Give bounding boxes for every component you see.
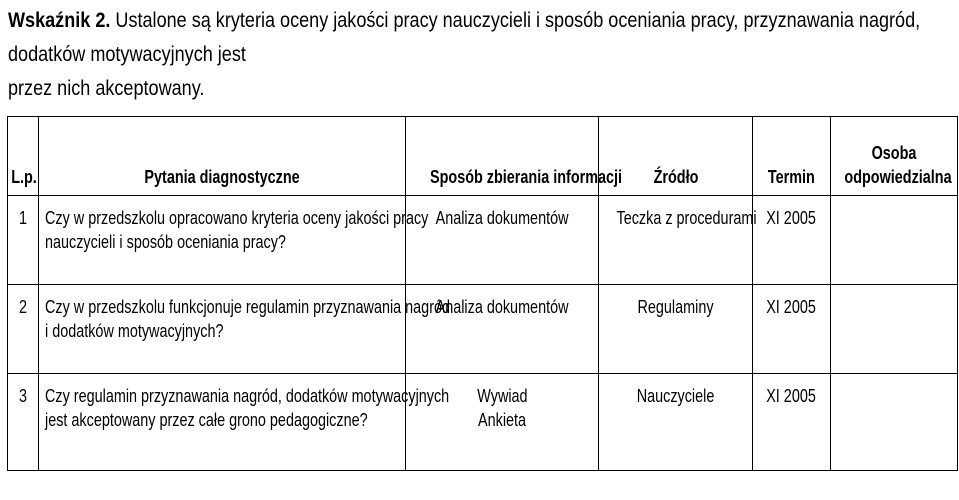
- row-method: Wywiad Ankieta: [406, 374, 599, 471]
- row-question: Czy w przedszkolu opracowano kryteria oceny jakości pracy nauczycieli i sposób oceniania pracy?: [39, 196, 406, 285]
- table-row: [8, 374, 958, 471]
- row-number: 1: [8, 196, 39, 285]
- row-person: [831, 285, 958, 374]
- indicator-line-1: [8, 4, 954, 72]
- table-row: [8, 285, 958, 374]
- row-number: 3: [8, 374, 39, 471]
- row-method: Analiza dokumentów: [406, 285, 599, 374]
- indicator-paragraph: [8, 4, 954, 106]
- row-method: Analiza dokumentów: [406, 196, 599, 285]
- row-term: XI 2005: [753, 196, 831, 285]
- indicator-text-1: Ustalone są kryteria oceny jakości pracy nauczycieli i sposób oceniania pracy, przyznawania nagród, dodatków motywacyjnych jest: [8, 9, 921, 66]
- row-person: [831, 374, 958, 471]
- indicator-label: Wskaźnik 2.: [8, 9, 111, 32]
- header-lp: L.p.: [8, 117, 39, 196]
- header-method: Sposób zbierania informacji: [406, 117, 599, 196]
- row-person: [831, 196, 958, 285]
- header-question: Pytania diagnostyczne: [39, 117, 406, 196]
- table-header-row: [8, 117, 958, 196]
- row-question: Czy regulamin przyznawania nagród, dodatków motywacyjnych jest akceptowany przez całe grono pedagogiczne?: [39, 374, 406, 471]
- row-number: 2: [8, 285, 39, 374]
- row-term: XI 2005: [753, 374, 831, 471]
- indicator-line-2: przez nich akceptowany.: [8, 77, 205, 100]
- row-source: Regulaminy: [599, 285, 753, 374]
- row-question: Czy w przedszkolu funkcjonuje regulamin przyznawania nagród i dodatków motywacyjnych?: [39, 285, 406, 374]
- diagnostic-table: [7, 116, 958, 471]
- header-person: Osoba odpowiedzialna: [831, 117, 958, 196]
- row-term: XI 2005: [753, 285, 831, 374]
- row-source: Teczka z procedurami: [599, 196, 753, 285]
- header-term: Termin: [753, 117, 831, 196]
- header-source: Źródło: [599, 117, 753, 196]
- table-row: [8, 196, 958, 285]
- row-source: Nauczyciele: [599, 374, 753, 471]
